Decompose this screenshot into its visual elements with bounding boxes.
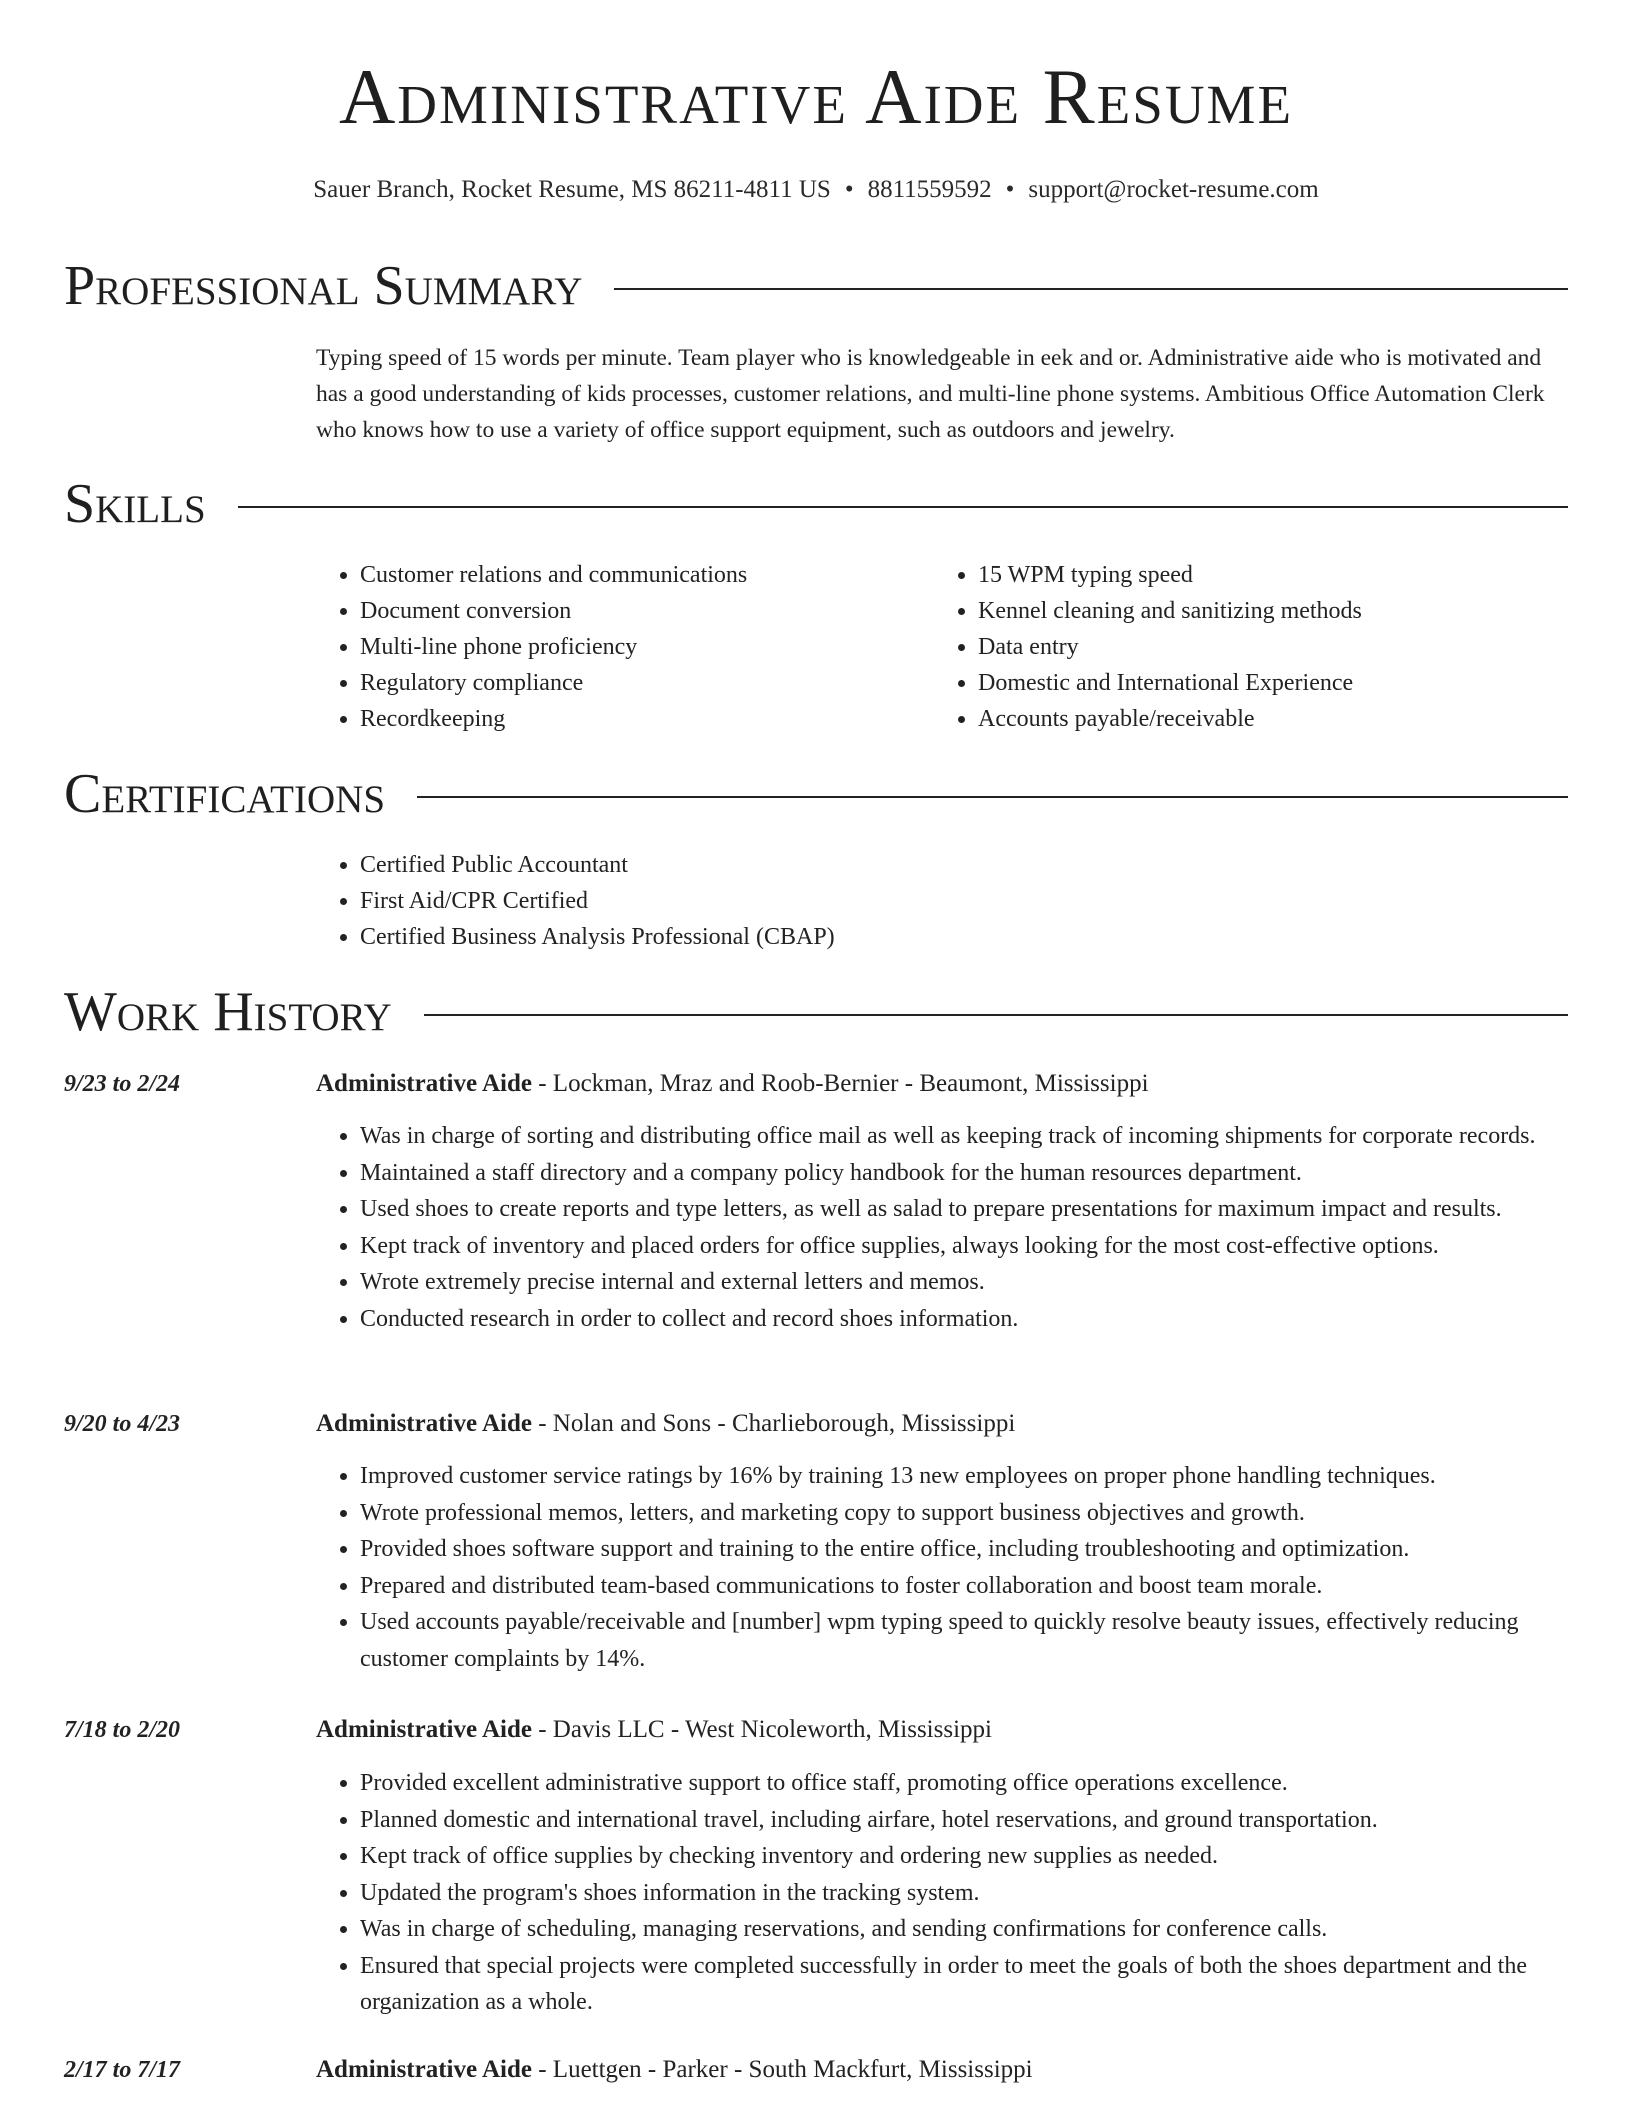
job-title: Administrative Aide	[316, 1716, 532, 1743]
contact-line	[0, 177, 1632, 202]
section-divider	[424, 1014, 1568, 1016]
job-duty: • Prepared and distributed team-based communications to foster collaboration and boost team morale.	[360, 1568, 1576, 1605]
job-duty: • Used accounts payable/receivable and [number] wpm typing speed to quickly resolve beauty issues, effectively reducing customer complaints by 14%.	[360, 1604, 1576, 1677]
certifications-list	[316, 847, 1316, 955]
job-heading	[316, 1712, 992, 1748]
job-duty: • Planned domestic and international travel, including airfare, hotel reservations, and ground transportation.	[360, 1802, 1576, 1839]
section-divider	[238, 506, 1568, 508]
skill-item: • 15 WPM typing speed	[978, 557, 1534, 593]
job-duty: • Updated the program's shoes information in the tracking system.	[360, 1875, 1576, 1912]
job-duties	[316, 1765, 1576, 2021]
job-dates: 7/18 to 2/20	[64, 1717, 181, 1743]
job-duty: • Maintained a staff directory and a company policy handbook for the human resources department.	[360, 1155, 1576, 1192]
job-title: Administrative Aide	[316, 2056, 532, 2083]
skill-item: • Kennel cleaning and sanitizing methods	[978, 593, 1534, 629]
certification-item: • Certified Business Analysis Professional (CBAP)	[360, 919, 1316, 955]
job-duty: • Provided excellent administrative support to office staff, promoting office operations excellence.	[360, 1765, 1576, 1802]
skill-item: • Document conversion	[360, 593, 916, 629]
section-title: Work History	[64, 981, 392, 1043]
job-company: - Nolan and Sons - Charlieborough, Mississippi	[531, 1410, 1016, 1437]
section-title: Skills	[64, 473, 206, 535]
job-duty: • Ensured that special projects were completed successfully in order to meet the goals of both the shoes department and the organization as a whole.	[360, 1948, 1576, 2021]
contact-phone: 8811559592	[867, 176, 992, 203]
skills-column-left	[316, 557, 916, 737]
job-duty: • Used shoes to create reports and type letters, as well as salad to prepare presentations for maximum impact and results.	[360, 1191, 1576, 1228]
job-duty: • Conducted research in order to collect and record shoes information.	[360, 1301, 1576, 1338]
skills-column-right	[934, 557, 1534, 737]
resume-title: Administrative Aide Resume	[338, 53, 1294, 140]
job-duty: • Provided shoes software support and training to the entire office, including troubleshooting and optimization.	[360, 1531, 1576, 1568]
job-duty: • Wrote extremely precise internal and external letters and memos.	[360, 1264, 1576, 1301]
summary-text: Typing speed of 15 words per minute. Team player who is knowledgeable in eek and or. Administrative aide who is motivated and has a good understanding of kids processes, customer relations, and multi-line phone systems. Ambitious Office Automation Clerk who knows how to use a variety of office support equipment, such as outdoors and jewelry.	[316, 345, 1545, 443]
job-heading	[316, 2052, 1033, 2088]
job-title: Administrative Aide	[316, 1070, 532, 1097]
job-company: - Davis LLC - West Nicoleworth, Mississippi	[531, 1716, 992, 1743]
skill-item: • Regulatory compliance	[360, 665, 916, 701]
job-duties	[316, 1458, 1576, 1677]
job-company: - Lockman, Mraz and Roob-Bernier - Beaumont, Mississippi	[531, 1070, 1149, 1097]
contact-email[interactable]: support@rocket-resume.com	[1028, 176, 1319, 203]
section-title: Professional Summary	[64, 255, 583, 317]
job-heading	[316, 1066, 1149, 1102]
contact-address: Sauer Branch, Rocket Resume, MS 86211-4811 US	[313, 176, 831, 203]
job-company: - Luettgen - Parker - South Mackfurt, Mississippi	[531, 2056, 1033, 2083]
skill-item: • Recordkeeping	[360, 701, 916, 737]
job-duty: • Was in charge of sorting and distributing office mail as well as keeping track of incoming shipments for corporate records.	[360, 1118, 1576, 1155]
job-dates: 2/17 to 7/17	[64, 2057, 181, 2083]
skill-item: • Domestic and International Experience	[978, 665, 1534, 701]
contact-separator: •	[1005, 176, 1015, 203]
job-dates: 9/23 to 2/24	[64, 1071, 181, 1097]
skill-item: • Customer relations and communications	[360, 557, 916, 593]
certification-item: • Certified Public Accountant	[360, 847, 1316, 883]
contact-separator: •	[844, 176, 854, 203]
section-heading-work-history	[64, 982, 1568, 1042]
section-heading-summary	[64, 256, 1568, 316]
skill-item: • Accounts payable/receivable	[978, 701, 1534, 737]
section-heading-skills	[64, 474, 1568, 534]
certification-item: • First Aid/CPR Certified	[360, 883, 1316, 919]
job-heading	[316, 1406, 1015, 1442]
job-duty: • Was in charge of scheduling, managing reservations, and sending confirmations for conference calls.	[360, 1911, 1576, 1948]
skill-item: • Multi-line phone proficiency	[360, 629, 916, 665]
job-duty: • Kept track of inventory and placed orders for office supplies, always looking for the most cost-effective options.	[360, 1228, 1576, 1265]
job-title: Administrative Aide	[316, 1410, 532, 1437]
section-divider	[614, 288, 1568, 290]
job-duty: • Improved customer service ratings by 16% by training 13 new employees on proper phone handling techniques.	[360, 1458, 1576, 1495]
job-duty: • Kept track of office supplies by checking inventory and ordering new supplies as needed.	[360, 1838, 1576, 1875]
section-heading-certifications	[64, 764, 1568, 824]
section-title: Certifications	[64, 763, 386, 825]
section-divider	[417, 796, 1568, 798]
skill-item: • Data entry	[978, 629, 1534, 665]
job-duties	[316, 1118, 1576, 1337]
job-duty: • Wrote professional memos, letters, and marketing copy to support business objectives and growth.	[360, 1495, 1576, 1532]
job-dates: 9/20 to 4/23	[64, 1411, 181, 1437]
